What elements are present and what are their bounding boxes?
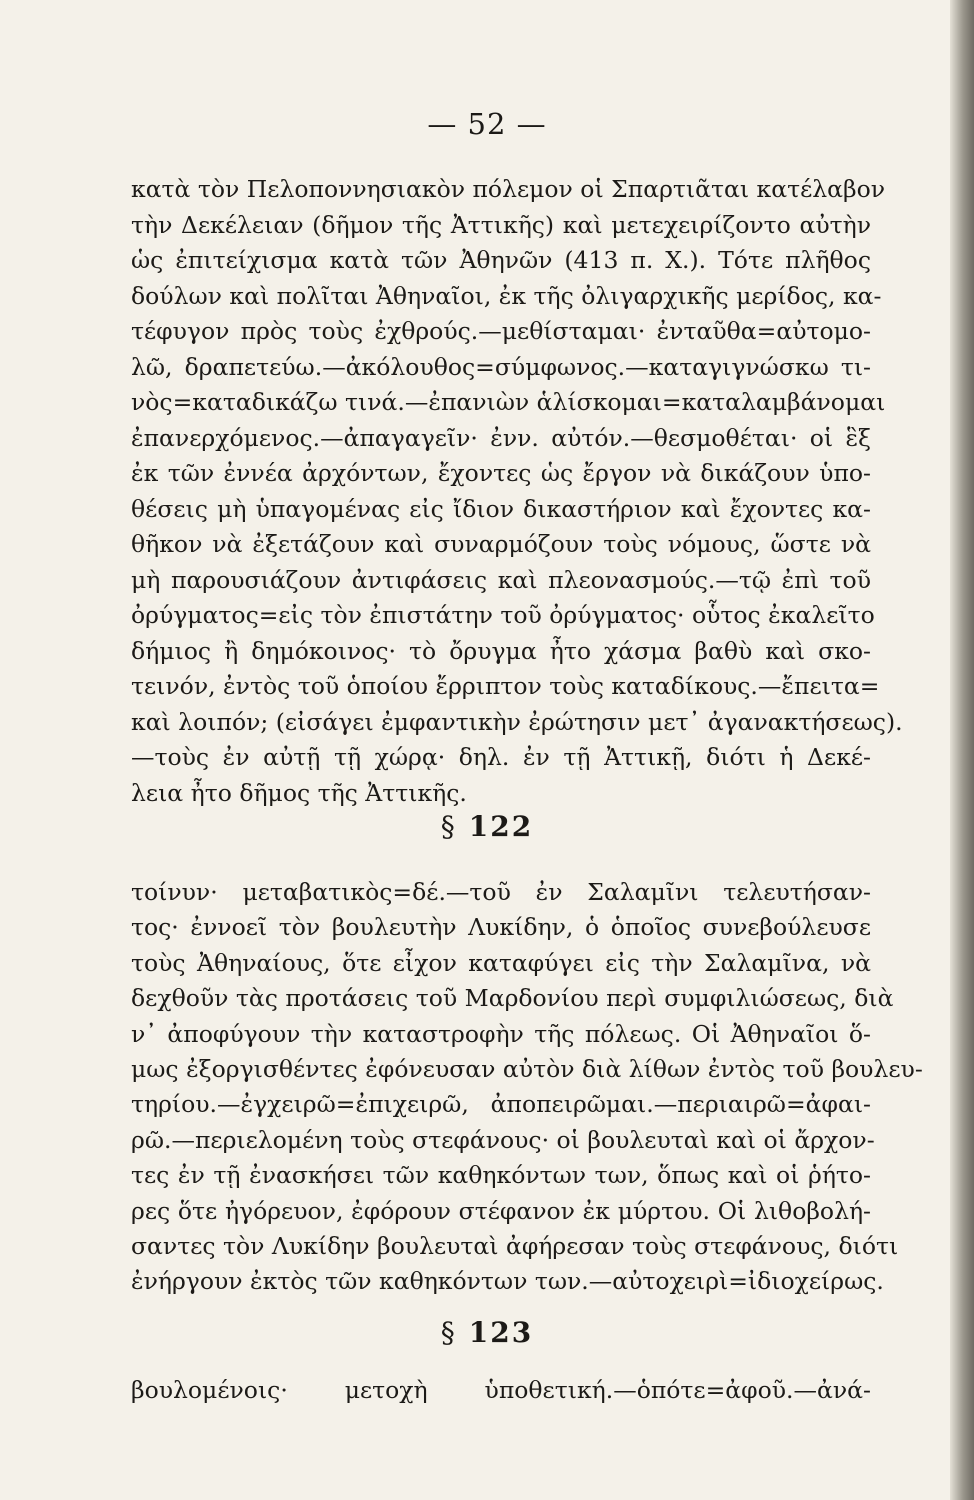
- text-line: ρες ὅτε ἠγόρευον, ἐφόρουν στέφανον ἐκ μύρτου. Οἱ λιθοβολή-: [131, 1196, 871, 1225]
- text-line: τέφυγον πρὸς τοὺς ἐχθρούς.—μεθίσταμαι· ἐνταῦθα=αὐτομο-: [131, 317, 871, 345]
- text-line: μως ἐξοργισθέντες ἐφόνευσαν αὐτὸν διὰ λίθων ἐντὸς τοῦ βουλευ-: [131, 1055, 923, 1083]
- section-heading-122: [0, 810, 974, 843]
- text-line: κατὰ τὸν Πελοποννησιακὸν πόλεμον οἱ Σπαρτιᾶται κατέλαβον: [131, 175, 886, 203]
- text-line: —τοὺς ἐν αὐτῇ τῇ χώρᾳ· δηλ. ἐν τῇ Ἀττικῇ, διότι ἡ Δεκέ-: [131, 743, 871, 771]
- text-line: λεια ἦτο δῆμος τῆς Ἀττικῆς.: [131, 778, 467, 807]
- page-edge-shadow: [950, 0, 974, 1500]
- text-line: λῶ, δραπετεύω.—ἀκόλουθος=σύμφωνος.—καταγιγνώσκω τι-: [131, 352, 871, 381]
- section-number: 123: [468, 1316, 534, 1349]
- text-line: βουλομένοις· μετοχὴ ὑποθετική.—ὁπότε=ἀφοῦ.—ἀνά-: [131, 1376, 871, 1404]
- text-line: τηρίου.—ἐγχειρῶ=ἐπιχειρῶ, ἀποπειρῶμαι.—περιαιρῶ=ἀφαι-: [131, 1090, 871, 1119]
- text-line: δήμιος ἢ δημόκοινος· τὸ ὄρυγμα ἦτο χάσμα βαθὺ καὶ σκο-: [131, 636, 871, 665]
- text-line: ν᾽ ἀποφύγουν τὴν καταστροφὴν τῆς πόλεως. Οἱ Ἀθηναῖοι ὅ-: [131, 1019, 871, 1048]
- text-line: τες ἐν τῇ ἐνασκήσει τῶν καθηκόντων των, ὅπως καὶ οἱ ῥήτο-: [131, 1161, 871, 1190]
- section-sign: §: [440, 1316, 457, 1349]
- section-number: 122: [468, 810, 534, 843]
- text-line: θῆκον νὰ ἐξετάζουν καὶ συναρμόζουν τοὺς νόμους, ὥστε νὰ: [131, 530, 871, 558]
- text-line: τοὺς Ἀθηναίους, ὅτε εἶχον καταφύγει εἰς τὴν Σαλαμῖνα, νὰ: [131, 948, 871, 977]
- section-sign: §: [440, 810, 457, 843]
- text-line: τὴν Δεκέλειαν (δῆμον τῆς Ἀττικῆς) καὶ μετεχειρίζοντο αὐτὴν: [131, 210, 871, 239]
- section-heading-123: [0, 1316, 974, 1349]
- text-line: δεχθοῦν τὰς προτάσεις τοῦ Μαρδονίου περὶ συμφιλιώσεως, διὰ: [131, 984, 894, 1013]
- text-line: θέσεις μὴ ὑπαγομένας εἰς ἴδιον δικαστήριον καὶ ἔχοντες κα-: [131, 494, 871, 523]
- text-line: ἐπανερχόμενος.—ἀπαγαγεῖν· ἐνν. αὐτόν.—θεσμοθέται· οἱ ἓξ: [131, 423, 871, 452]
- text-line: σαντες τὸν Λυκίδην βουλευταὶ ἀφήρεσαν τοὺς στεφάνους, διότι: [131, 1232, 899, 1260]
- text-line: ὀρύγματος=εἰς τὸν ἐπιστάτην τοῦ ὀρύγματος· οὗτος ἐκαλεῖτο: [131, 601, 875, 629]
- text-line: τος· ἐννοεῖ τὸν βουλευτὴν Λυκίδην, ὁ ὁποῖος συνεβούλευσε: [131, 913, 871, 942]
- text-line: δούλων καὶ πολῖται Ἀθηναῖοι, ἐκ τῆς ὀλιγαρχικῆς μερίδος, κα-: [131, 281, 882, 310]
- text-line: τεινόν, ἐντὸς τοῦ ὁποίου ἔρριπτον τοὺς καταδίκους.—ἔπειτα=: [131, 672, 880, 700]
- text-line: τοίνυν· μεταβατικὸς=δέ.—τοῦ ἐν Σαλαμῖνι τελευτήσαν-: [131, 878, 871, 906]
- text-line: νὸς=καταδικάζω τινά.—ἐπανιὼν ἁλίσκομαι=καταλαμβάνομαι: [131, 388, 886, 416]
- text-line: ρῶ.—περιελομένη τοὺς στεφάνους· οἱ βουλευταὶ καὶ οἱ ἄρχον-: [131, 1125, 875, 1154]
- text-line: καὶ λοιπόν; (εἰσάγει ἐμφαντικὴν ἐρώτησιν μετ᾽ ἀγανακτήσεως).: [131, 707, 903, 736]
- text-line: ἐνήργουν ἐκτὸς τῶν καθηκόντων των.—αὐτοχειρὶ=ἰδιοχείρως.: [131, 1267, 884, 1296]
- text-line: μὴ παρουσιάζουν ἀντιφάσεις καὶ πλεονασμούς.—τῷ ἐπὶ τοῦ: [131, 565, 871, 594]
- page-number: — 52 —: [427, 107, 547, 141]
- text-line: ὡς ἐπιτείχισμα κατὰ τῶν Ἀθηνῶν (413 π. Χ.). Τότε πλῆθος: [131, 246, 871, 274]
- text-line: ἐκ τῶν ἐννέα ἀρχόντων, ἔχοντες ὡς ἔργον νὰ δικάζουν ὑπο-: [131, 459, 871, 487]
